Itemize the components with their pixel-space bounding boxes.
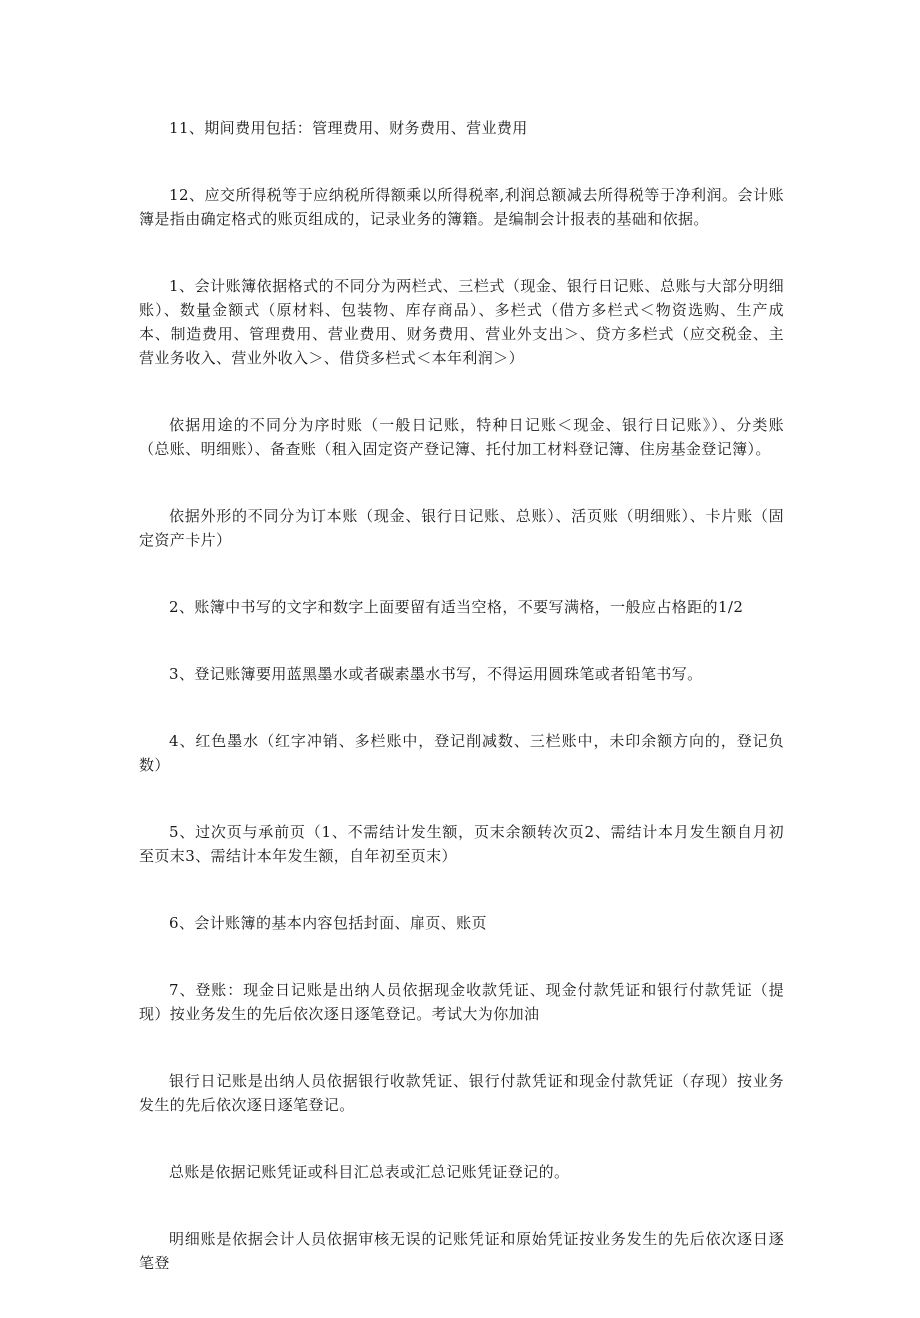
paragraph-ledger-format: 1、会计账簿依据格式的不同分为两栏式、三栏式（现金、银行日记账、总账与大部分明细账）、数量金额式（原材料、包装物、库存商品）、多栏式（借方多栏式＜物资选购、生产成本、制造费用、管理费用、营业费用、财务费用、营业外支出＞、贷方多栏式（应交税金、主营业务收入、营业外收入＞、借贷多栏式＜本年利润＞） xyxy=(139,277,784,367)
paragraph-cash-journal: 7、登账：现金日记账是出纳人员依据现金收款凭证、现金付款凭证和银行付款凭证（提现）按业务发生的先后依次逐日逐笔登记。考试大为你加油 xyxy=(139,981,784,1023)
paragraph-period-expenses: 11、期间费用包括：管理费用、财务费用、营业费用 xyxy=(169,119,528,137)
paragraph-ink: 3、登记账簿要用蓝黑墨水或者碳素墨水书写，不得运用圆珠笔或者铅笔书写。 xyxy=(169,665,703,683)
document-page xyxy=(139,116,784,1318)
paragraph-income-tax: 12、应交所得税等于应纳税所得额乘以所得税率,利润总额减去所得税等于净利润。会计账簿是指由确定格式的账页组成的，记录业务的簿籍。是编制会计报表的基础和依据。 xyxy=(139,186,784,228)
paragraph-general-ledger: 总账是依据记账凭证或科目汇总表或汇总记账凭证登记的。 xyxy=(169,1163,570,1181)
paragraph-subsidiary-ledger: 明细账是依据会计人员依据审核无误的记账凭证和原始凭证按业务发生的先后依次逐日逐笔登 xyxy=(139,1230,784,1272)
paragraph-red-ink: 4、红色墨水（红字冲销、多栏账中，登记削减数、三栏账中，未印余额方向的，登记负数） xyxy=(139,732,784,774)
paragraph-bank-journal: 银行日记账是出纳人员依据银行收款凭证、银行付款凭证和现金付款凭证（存现）按业务发生的先后依次逐日逐笔登记。 xyxy=(139,1072,784,1114)
paragraph-writing-space: 2、账簿中书写的文字和数字上面要留有适当空格，不要写满格，一般应占格距的1/2 xyxy=(169,598,744,616)
paragraph-ledger-usage: 依据用途的不同分为序时账（一般日记账，特种日记账＜现金、银行日记账》）、分类账（总账、明细账）、备查账（租入固定资产登记簿、托付加工材料登记簿、住房基金登记簿）。 xyxy=(139,416,784,458)
paragraph-ledger-shape: 依据外形的不同分为订本账（现金、银行日记账、总账）、活页账（明细账）、卡片账（固定资产卡片） xyxy=(139,507,784,549)
paragraph-page-carryover: 5、过次页与承前页（1、不需结计发生额，页末余额转次页2、需结计本月发生额自月初至页末3、需结计本年发生额，自年初至页末） xyxy=(139,823,784,865)
paragraph-ledger-contents: 6、会计账簿的基本内容包括封面、扉页、账页 xyxy=(169,914,487,932)
